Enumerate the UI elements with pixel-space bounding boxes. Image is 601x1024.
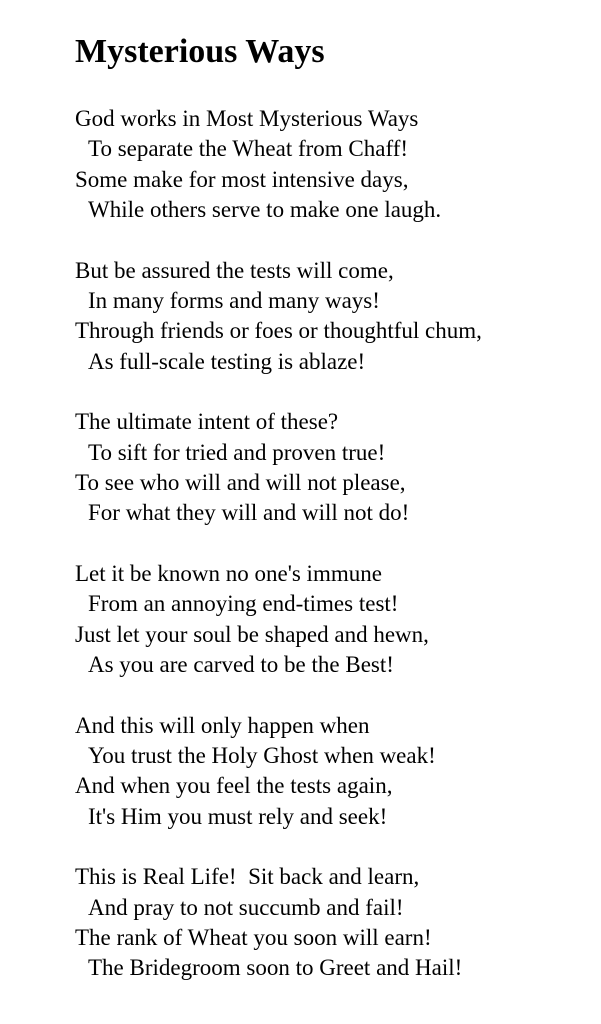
poem-line: While others serve to make one laugh.: [88, 197, 442, 223]
poem-line: And this will only happen when: [75, 712, 370, 738]
stanza: [75, 559, 595, 681]
poem-line: To see who will and will not please,: [75, 470, 406, 496]
poem-line: To separate the Wheat from Chaff!: [88, 136, 409, 162]
stanza: [75, 256, 595, 378]
poem-line: Through friends or foes or thoughtful chum,: [75, 318, 482, 344]
poem-body: [75, 104, 595, 1014]
poem-line: As full-scale testing is ablaze!: [88, 348, 366, 374]
poem-line: Let it be known no one's immune: [75, 560, 382, 586]
stanza: [75, 862, 595, 984]
poem-line: And pray to not succumb and fail!: [88, 894, 404, 920]
poem-line: God works in Most Mysterious Ways: [75, 106, 419, 131]
poem-line: This is Real Life! Sit back and learn,: [75, 864, 420, 890]
poem-line: Just let your soul be shaped and hewn,: [75, 621, 429, 647]
poem-line: For what they will and will not do!: [88, 500, 410, 526]
poem-line: But be assured the tests will come,: [75, 257, 394, 283]
poem-line: The ultimate intent of these?: [75, 409, 339, 435]
poem-line: And when you feel the tests again,: [75, 773, 393, 799]
poem-line: The rank of Wheat you soon will earn!: [75, 924, 432, 950]
stanza: [75, 407, 595, 529]
poem-line: It's Him you must rely and seek!: [88, 803, 388, 829]
poem-line: The Bridegroom soon to Greet and Hail!: [88, 955, 463, 981]
poem-line: From an annoying end-times test!: [88, 591, 399, 617]
poem-line: Some make for most intensive days,: [75, 166, 409, 192]
poem-line: You trust the Holy Ghost when weak!: [88, 742, 436, 768]
stanza: [75, 104, 595, 226]
poem-line: To sift for tried and proven true!: [88, 439, 386, 465]
poem-line: In many forms and many ways!: [88, 288, 380, 314]
poem-line: As you are carved to be the Best!: [88, 652, 394, 678]
poem-title: Mysterious Ways: [75, 33, 325, 70]
stanza: [75, 711, 595, 833]
